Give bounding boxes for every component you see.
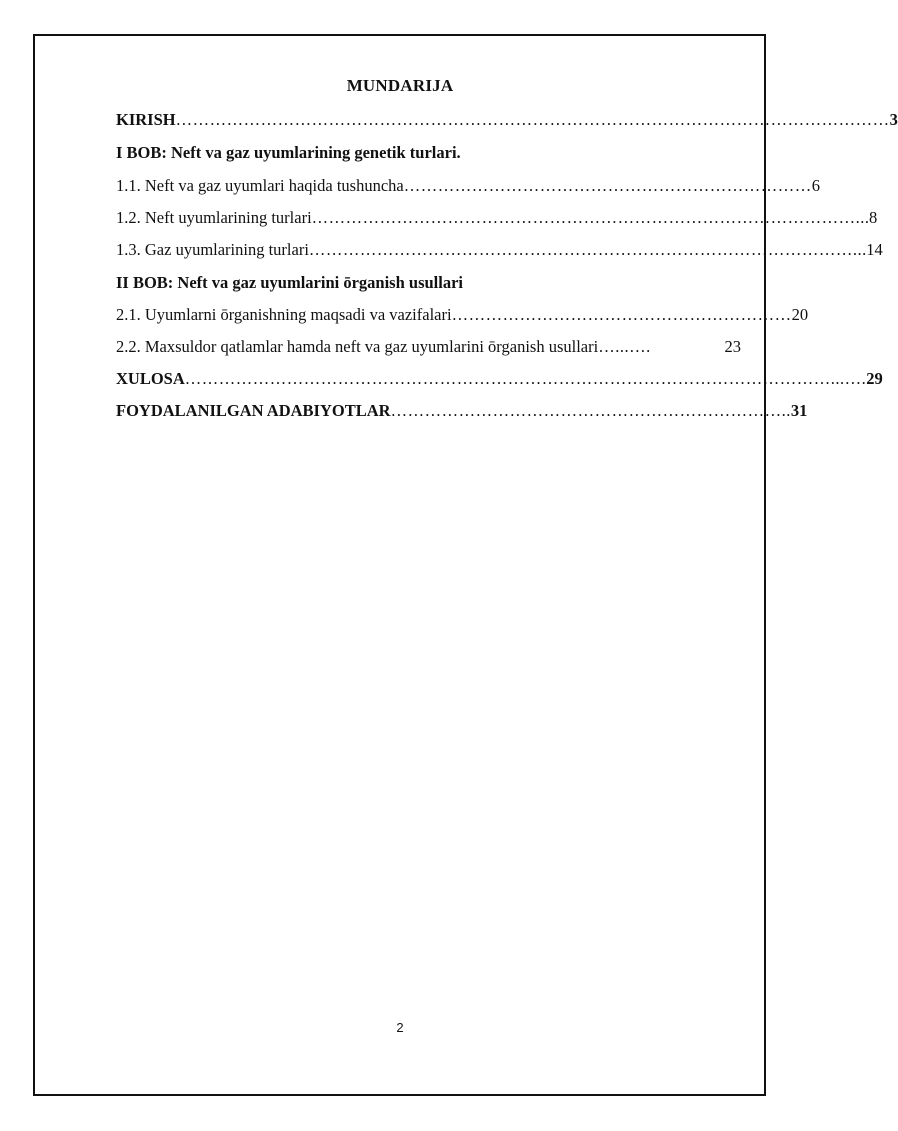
toc-entry-kirish xyxy=(116,109,898,131)
toc-entry-adabiyotlar xyxy=(116,400,808,422)
page-number: 2 xyxy=(396,1020,404,1035)
entry-page-number: 31 xyxy=(790,401,808,420)
entry-page-number: .8 xyxy=(864,208,878,227)
toc-entry-2-2 xyxy=(116,336,741,358)
entry-text: 2.1. Uyumlarni ōrganishning maqsadi va vazifalari xyxy=(116,305,452,324)
entry-page-number: 6 xyxy=(811,176,820,195)
toc-entry-2-1 xyxy=(116,304,809,326)
entry-page-number: 20 xyxy=(791,305,809,324)
toc-chapter-1-heading: I BOB: Neft va gaz uyumlarining genetik turlari. xyxy=(116,143,461,162)
entry-leader-dots: …………………………………………………………….. xyxy=(390,401,791,420)
entry-text: 1.2. Neft uyumlarining turlari xyxy=(116,208,312,227)
toc-entry-1-3 xyxy=(116,239,883,261)
entry-leader-dots: …………………………………………………… xyxy=(451,305,792,324)
toc-entry-1-1 xyxy=(116,175,820,197)
toc-title: MUNDARIJA xyxy=(346,76,454,95)
entry-page-number: 29 xyxy=(866,369,883,388)
entry-text: 2.2. Maxsuldor qatlamlar hamda neft va gaz uyumlarini ōrganish usullari xyxy=(116,337,599,356)
entry-leader-dots: …...…. xyxy=(598,337,651,356)
entry-text: 1.1. Neft va gaz uyumlari haqida tushuncha xyxy=(116,176,404,195)
entry-page-number: 23 xyxy=(724,337,741,356)
entry-page-number: .14 xyxy=(862,240,883,259)
entry-leader-dots: ……………………………………………………………… xyxy=(403,176,812,195)
entry-text: FOYDALANILGAN ADABIYOTLAR xyxy=(116,401,391,420)
toc-entry-1-2 xyxy=(116,207,878,229)
entry-leader-dots: ……………………………………………………………………………………………………...…. xyxy=(184,369,867,388)
entry-text: KIRISH xyxy=(116,110,176,129)
toc-entry-xulosa xyxy=(116,368,883,390)
toc-chapter-2-heading: II BOB: Neft va gaz uyumlarini ōrganish usullari xyxy=(116,273,463,292)
entry-leader-dots: …………………………………………………………………………………….. xyxy=(311,208,865,227)
entry-text: 1.3. Gaz uyumlarining turlari xyxy=(116,240,309,259)
entry-leader-dots: ……………………………………………………………………………………………………………… xyxy=(175,110,890,129)
entry-leader-dots: …………………………………………………………………………………….. xyxy=(308,240,863,259)
entry-page-number: 3 xyxy=(889,110,898,129)
entry-text: XULOSA xyxy=(116,369,185,388)
